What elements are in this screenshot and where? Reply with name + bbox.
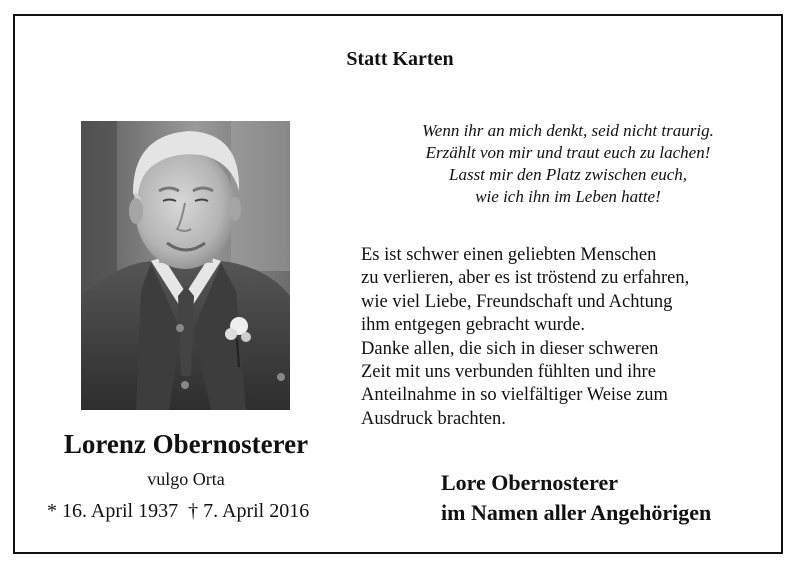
death-date: † 7. April 2016 <box>188 500 310 522</box>
portrait-photo <box>81 121 290 410</box>
poem-line: Lasst mir den Platz zwischen euch, <box>449 165 687 184</box>
deceased-nickname: vulgo Orta <box>147 469 225 489</box>
card-header: Statt Karten <box>346 48 454 70</box>
poem-line: Erzählt von mir und traut euch zu lachen! <box>425 143 711 162</box>
life-dates <box>47 500 337 523</box>
deceased-name: Lorenz Obernosterer <box>63 429 309 459</box>
message-line: Es ist schwer einen geliebten Menschen <box>361 245 657 265</box>
signature-name: Lore Obernosterer <box>441 470 618 495</box>
message-line: Anteilnahme in so vielfältiger Weise zum <box>361 385 668 406</box>
signature-family: im Namen aller Angehörigen <box>441 500 712 525</box>
thank-you-message <box>361 244 761 431</box>
message-line: wie viel Liebe, Freundschaft und Achtung <box>361 291 673 312</box>
poem-line: wie ich ihn im Leben hatte! <box>475 187 661 206</box>
poem-line: Wenn ihr an mich denkt, seid nicht traurig. <box>422 121 714 140</box>
message-line: zu verlieren, aber es ist tröstend zu erfahren, <box>361 268 690 289</box>
message-line: ihm entgegen gebracht wurde. <box>361 315 585 336</box>
message-line: Danke allen, die sich in dieser schweren <box>361 338 659 359</box>
signature <box>441 468 771 528</box>
poem <box>390 120 746 208</box>
message-line: Zeit mit uns verbunden fühlten und ihre <box>361 362 656 383</box>
message-line: Ausdruck brachten. <box>361 408 506 429</box>
birth-date: * 16. April 1937 <box>47 500 179 522</box>
